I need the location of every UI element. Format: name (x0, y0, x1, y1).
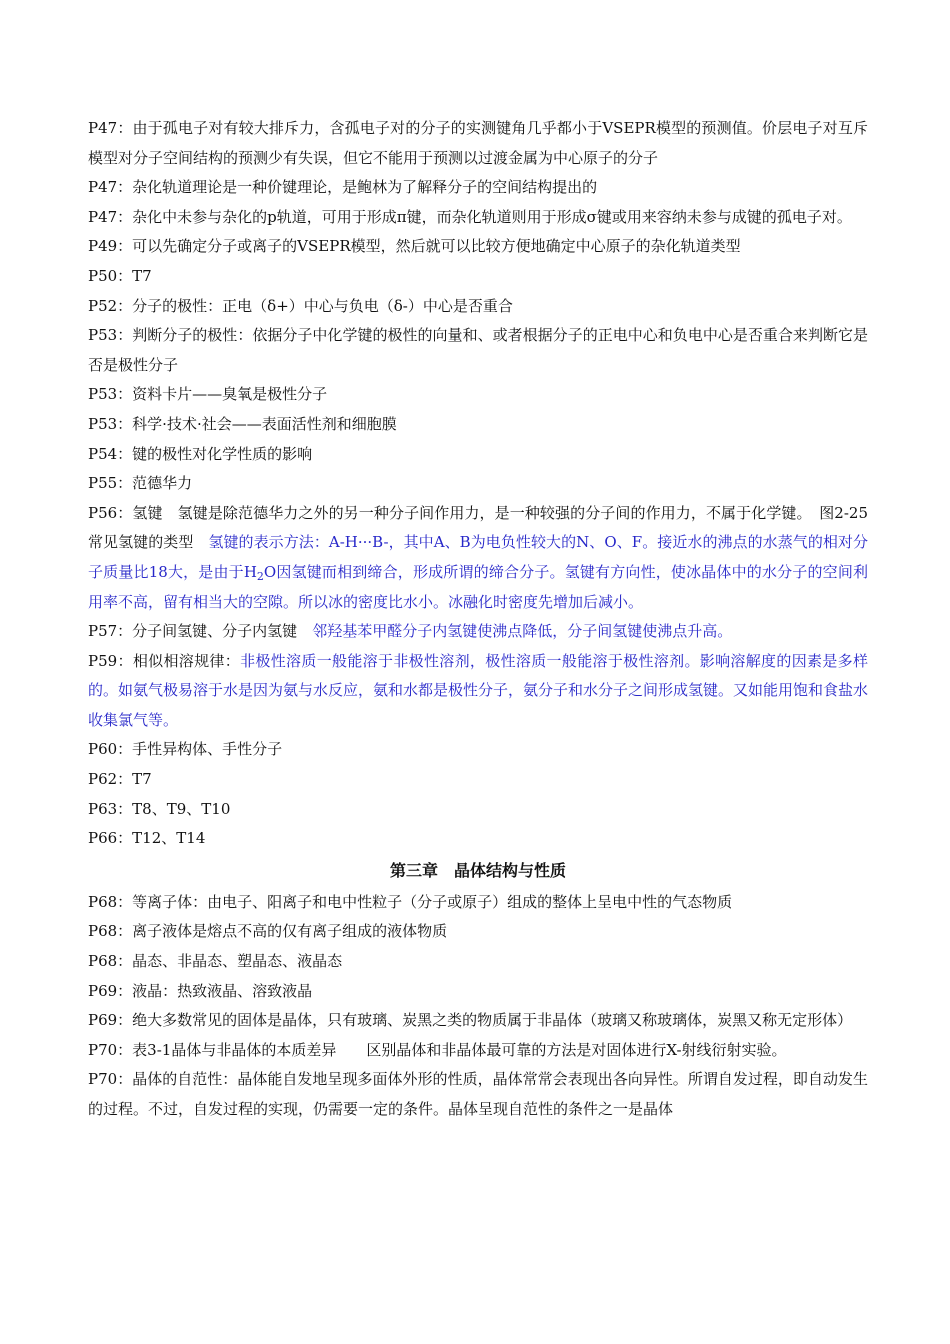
paragraph: P54：键的极性对化学性质的影响 (88, 444, 313, 463)
paragraph: P52：分子的极性：正电（δ+）中心与负电（δ-）中心是否重合 (88, 296, 513, 315)
subscript: 2 (256, 569, 264, 583)
paragraph: P55：范德华力 (88, 474, 193, 493)
paragraph: P66：T12、T14 (88, 829, 206, 848)
highlighted-text: O因氢键而相到缔合，形成所谓的缔合分子。氢键有方向性，使冰晶体中的水分子的空间利用率不高，留有相当大的空隙。所以冰的密度比水小。冰融化时密度先增加后减小。 (88, 562, 869, 611)
paragraph: P62：T7 (88, 770, 152, 789)
paragraph: P47：杂化轨道理论是一种价键理论，是鲍林为了解释分子的空间结构提出的 (88, 178, 598, 197)
paragraph: P50：T7 (88, 266, 152, 285)
paragraph: P53：判断分子的极性：依据分子中化学键的极性的向量和、或者根据分子的正电中心和负电中心是否重合来判断它是否是极性分子 (88, 326, 868, 374)
chapter-title: 第三章 晶体结构与性质 (389, 860, 566, 880)
highlighted-text: 非极性溶质一般能溶于非极性溶剂，极性溶质一般能溶于极性溶剂。影响溶解度的因素是多样的。如氨气极易溶于水是因为氨与水反应，氨和水都是极性分子，氨分子和水分子之间形成氢键。又如能用饱和食盐水收集氯气等。 (88, 651, 869, 729)
paragraph-text: P57：分子间氢键、分子内氢键 (88, 622, 313, 641)
paragraph-text: P56：氢键 氢键是除范德华力之外的另一种分子间作用力，是一种较强的分子间的作用力，不属于化学键。 图2-25常见氢键的类型 (88, 503, 868, 552)
paragraph: P68：等离子体：由电子、阳离子和电中性粒子（分子或原子）组成的整体上呈电中性的气态物质 (88, 892, 733, 911)
paragraph: P70：表3-1晶体与非晶体的本质差异 区别晶体和非晶体最可靠的方法是对固体进行X-射线衍射实验。 (88, 1040, 787, 1059)
paragraph-hydrogen-bond (88, 499, 868, 617)
paragraph: P47：杂化中未参与杂化的p轨道，可用于形成π键，而杂化轨道则用于形成σ键或用来容纳未参与成键的孤电子对。 (88, 207, 852, 226)
highlighted-text: 氢键的表示方法：A-H···B-，其中A、B为电负性较大的N、O、F。接近水的沸点的水蒸气的相对分子质量比18大，是由于H (88, 533, 868, 581)
paragraph-hydrogen-bond-types (88, 617, 868, 647)
paragraph: P47：由于孤电子对有较大排斥力，含孤电子对的分子的实测键角几乎都小于VSEPR模型的预测值。价层电子对互斥模型对分子空间结构的预测少有失误，但它不能用于预测以过渡金属为中心原子的分子 (88, 119, 868, 167)
paragraph: P70：晶体的自范性：晶体能自发地呈现多面体外形的性质，晶体常常会表现出各向异性。所谓自发过程，即自动发生的过程。不过，自发过程的实现，仍需要一定的条件。晶体呈现自范性的条件之一是晶体 (88, 1070, 868, 1118)
paragraph-text: P59：相似相溶规律： (88, 651, 241, 670)
paragraph: P63：T8、T9、T10 (88, 799, 231, 818)
paragraph: P60：手性异构体、手性分子 (88, 740, 283, 759)
paragraph: P53：资料卡片——臭氧是极性分子 (88, 385, 328, 404)
paragraph: P49：可以先确定分子或离子的VSEPR模型，然后就可以比较方便地确定中心原子的杂化轨道类型 (88, 237, 741, 256)
paragraph-like-dissolves-like (88, 647, 868, 736)
document-page (88, 114, 868, 1125)
paragraph: P69：绝大多数常见的固体是晶体，只有玻璃、炭黑之类的物质属于非晶体（玻璃又称玻璃体，炭黑又称无定形体） (88, 1011, 853, 1030)
highlighted-text: 邻羟基苯甲醛分子内氢键使沸点降低，分子间氢键使沸点升高。 (312, 622, 733, 641)
paragraph: P53：科学·技术·社会——表面活性剂和细胞膜 (88, 414, 397, 433)
paragraph: P68：离子液体是熔点不高的仅有离子组成的液体物质 (88, 922, 448, 941)
paragraph: P68：晶态、非晶态、塑晶态、液晶态 (88, 952, 343, 971)
paragraph: P69：液晶：热致液晶、溶致液晶 (88, 981, 313, 1000)
